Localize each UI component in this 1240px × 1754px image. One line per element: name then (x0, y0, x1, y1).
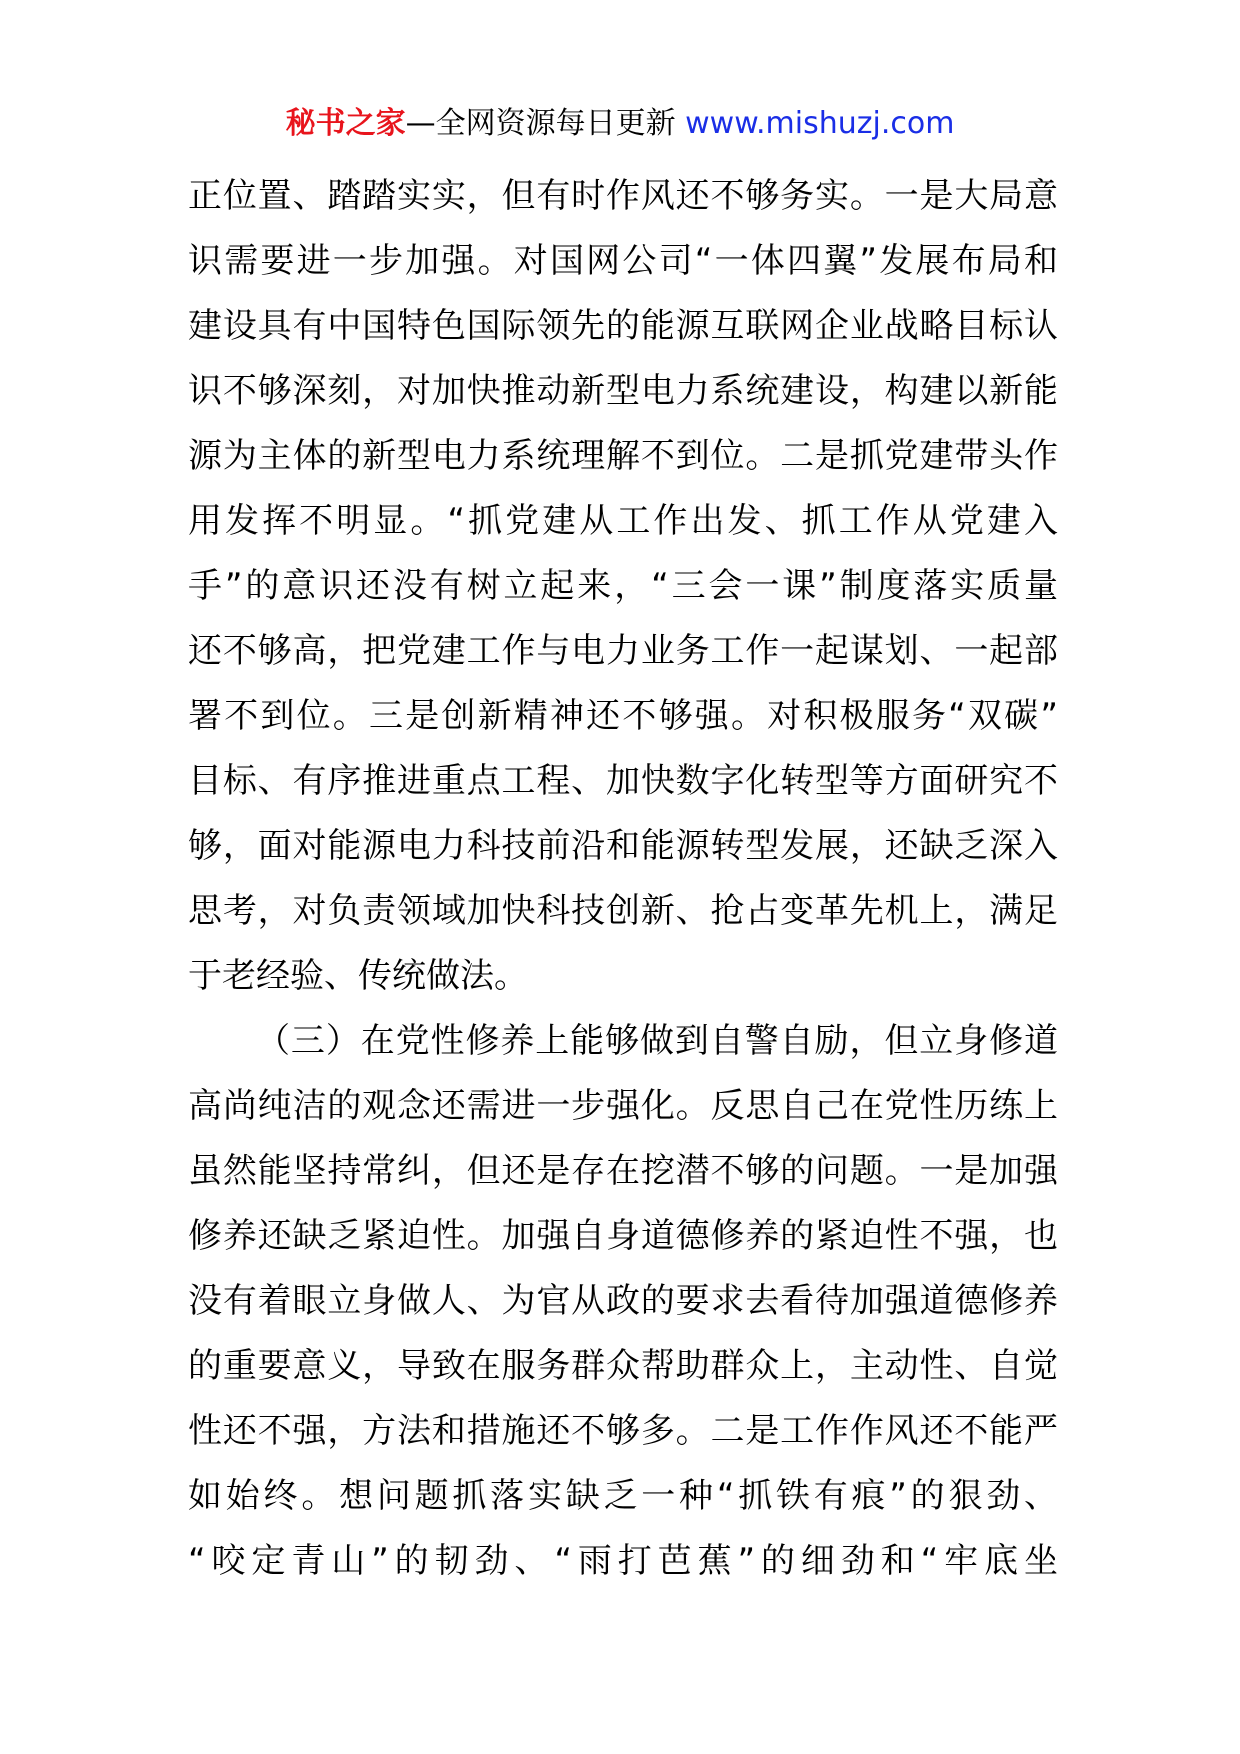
text-line: 思考，对负责领域加快科技创新、抢占变革先机上，满足 (188, 891, 1058, 931)
text-line: 建设具有中国特色国际领先的能源互联网企业战略目标认 (188, 306, 1058, 346)
text-line: 用发挥不明显。“抓党建从工作出发、抓工作从党建入 (188, 501, 1058, 541)
text-line: 目标、有序推进重点工程、加快数字化转型等方面研究不 (188, 761, 1058, 801)
text-line: 高尚纯洁的观念还需进一步强化。反思自己在党性历练上 (188, 1086, 1058, 1126)
text-line: 的重要意义，导致在服务群众帮助群众上，主动性、自觉 (188, 1346, 1058, 1386)
header-tagline: —全网资源每日更新 (405, 106, 676, 141)
text-line: 够，面对能源电力科技前沿和能源转型发展，还缺乏深入 (188, 826, 1058, 866)
text-line: 于老经验、传统做法。 (188, 956, 528, 996)
brand-name: 秘书之家 (285, 106, 406, 141)
text-line: 正位置、踏踏实实，但有时作风还不够务实。一是大局意 (188, 176, 1058, 216)
text-line: 源为主体的新型电力系统理解不到位。二是抓党建带头作 (188, 436, 1058, 476)
text-line: 如始终。想问题抓落实缺乏一种“抓铁有痕”的狠劲、 (188, 1476, 1058, 1516)
text-line: 虽然能坚持常纠，但还是存在挖潜不够的问题。一是加强 (188, 1151, 1058, 1191)
text-line: 还不够高，把党建工作与电力业务工作一起谋划、一起部 (188, 631, 1058, 671)
text-line: 识需要进一步加强。对国网公司“一体四翼”发展布局和 (188, 241, 1058, 281)
text-line: 署不到位。三是创新精神还不够强。对积极服务“双碳” (188, 696, 1058, 736)
text-line: 没有着眼立身做人、为官从政的要求去看待加强道德修养 (188, 1281, 1058, 1321)
text-line: 识不够深刻，对加快推动新型电力系统建设，构建以新能 (188, 371, 1058, 411)
text-line: 性还不强，方法和措施还不够多。二是工作作风还不能严 (188, 1411, 1058, 1451)
text-line: 手”的意识还没有树立起来，“三会一课”制度落实质量 (188, 566, 1058, 606)
text-line: 修养还缺乏紧迫性。加强自身道德修养的紧迫性不强，也 (188, 1216, 1058, 1256)
text-line: （三）在党性修养上能够做到自警自励，但立身修道 (256, 1021, 1058, 1061)
site-header (0, 100, 1240, 148)
document-body (188, 164, 1058, 1594)
text-line: “咬定青山”的韧劲、“雨打芭蕉”的细劲和“牢底坐 (188, 1541, 1058, 1581)
site-url-link[interactable]: www.mishuzj.com (685, 106, 955, 141)
